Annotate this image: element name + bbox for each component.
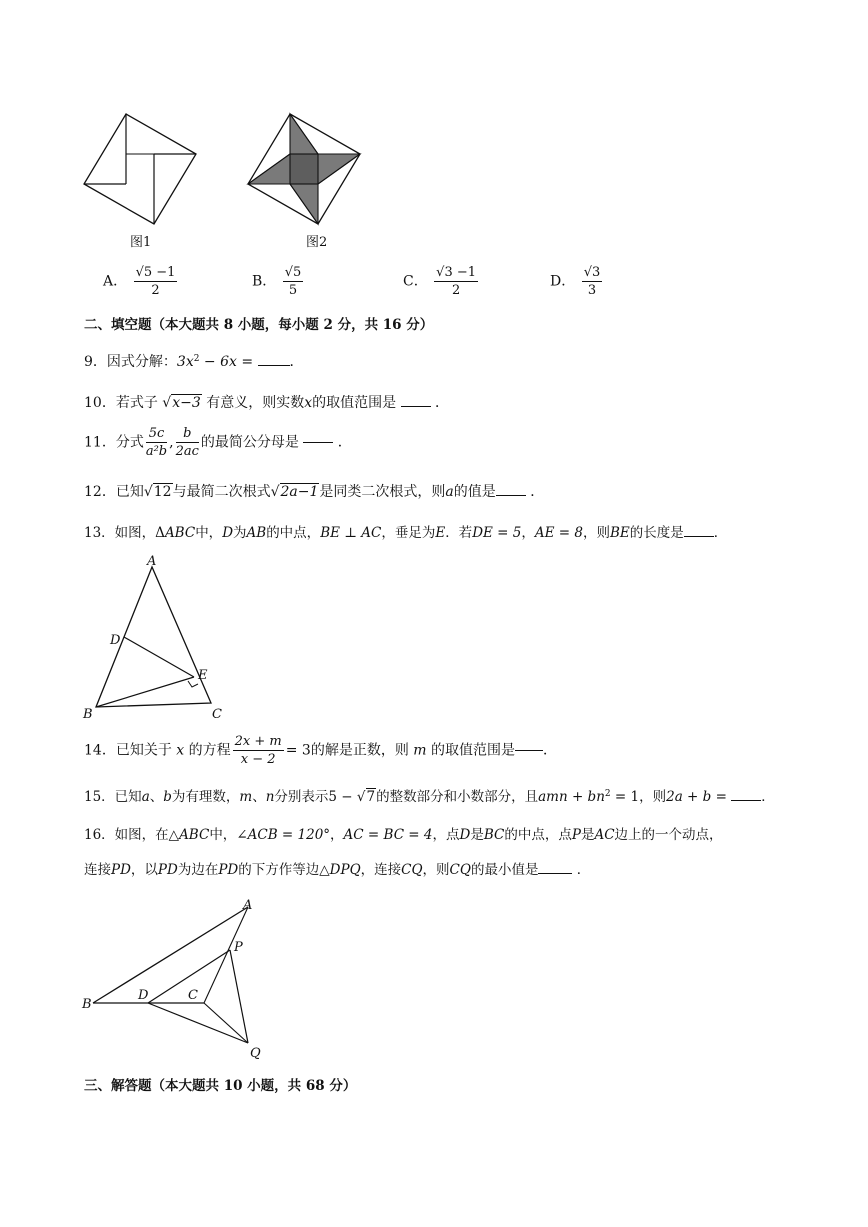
question-16-line-2: 连接PD，以PD为边在PD的下方作等边△DPQ，连接CQ，则CQ的最小值是 ． [84,862,591,878]
figure-13-triangle [80,555,240,725]
label-b: B [82,997,92,1012]
label-a: A [147,554,157,569]
label-c: C [188,988,198,1003]
question-12: 12．已知√12与最简二次根式√2a−1是同类二次根式，则a的值是 ． [84,484,545,500]
question-14: 14．已知关于 x 的方程 $\frac{2x + m}{x - 2}$ = 3的解是正数，则 m 的取值范围是 ． [84,734,558,767]
label-b: B [83,707,93,722]
label-d: D [110,633,121,648]
figure-2-caption: 图2 [306,235,328,250]
section-3-title: 三、解答题（本大题共 10 小题，共 68 分） [84,1078,357,1094]
answer-blank[interactable] [684,536,714,537]
label-e: E [198,668,208,683]
question-16-line-1: 16．如图，在△ABC中，∠ACB = 120°，AC = BC = 4，点D是BC的中点，点P是AC边上的一个动点， [84,827,723,843]
question-13: 13．如图，ΔABC中，D为AB的中点，BE ⊥ AC，垂足为E．若DE = 5，AE = 8，则BE的长度是 ． [84,525,728,541]
option-d: D． $\frac{√3}{3}$ [550,265,601,298]
answer-blank[interactable] [258,365,290,366]
question-15: 15．已知a、b为有理数，m、n分别表示5 − √7的整数部分和小数部分，且amn + $bn^2 = 1$，则2a + b = ． [84,789,775,805]
label-q: Q [250,1046,261,1061]
option-c: C． $\frac{√3 -1}{2}$ [403,265,477,298]
option-b: B． $\frac{√5}{5}$ [252,265,302,298]
section-2-title: 二、填空题（本大题共 8 小题，每小题 2 分，共 16 分） [84,317,434,333]
option-a: A． $\frac{√5 -1}{2}$ [103,265,176,298]
label-c: C [212,707,222,722]
label-a: A [243,898,253,913]
question-9: 9．因式分解：$3x^2 - 6x$ = ． [84,354,304,370]
question-11: 11．分式 $\frac{5c}{\text{a²b}}$ , $\frac{b}{2ac}$ 的最简公分母是 ． [84,426,352,459]
label-p: P [234,940,243,955]
answer-blank[interactable] [303,442,333,443]
answer-blank[interactable] [538,873,572,874]
answer-blank[interactable] [515,750,543,751]
answer-blank[interactable] [401,406,431,407]
answer-blank[interactable] [496,495,526,496]
figure-16-triangle [80,895,280,1065]
label-d: D [138,988,149,1003]
figure-1 [80,110,200,230]
question-10: 10．若式子 √x−3 有意义，则实数x的取值范围是 ． [84,395,450,411]
figure-1-caption: 图1 [130,235,152,250]
answer-blank[interactable] [731,800,761,801]
figure-2 [244,110,364,230]
